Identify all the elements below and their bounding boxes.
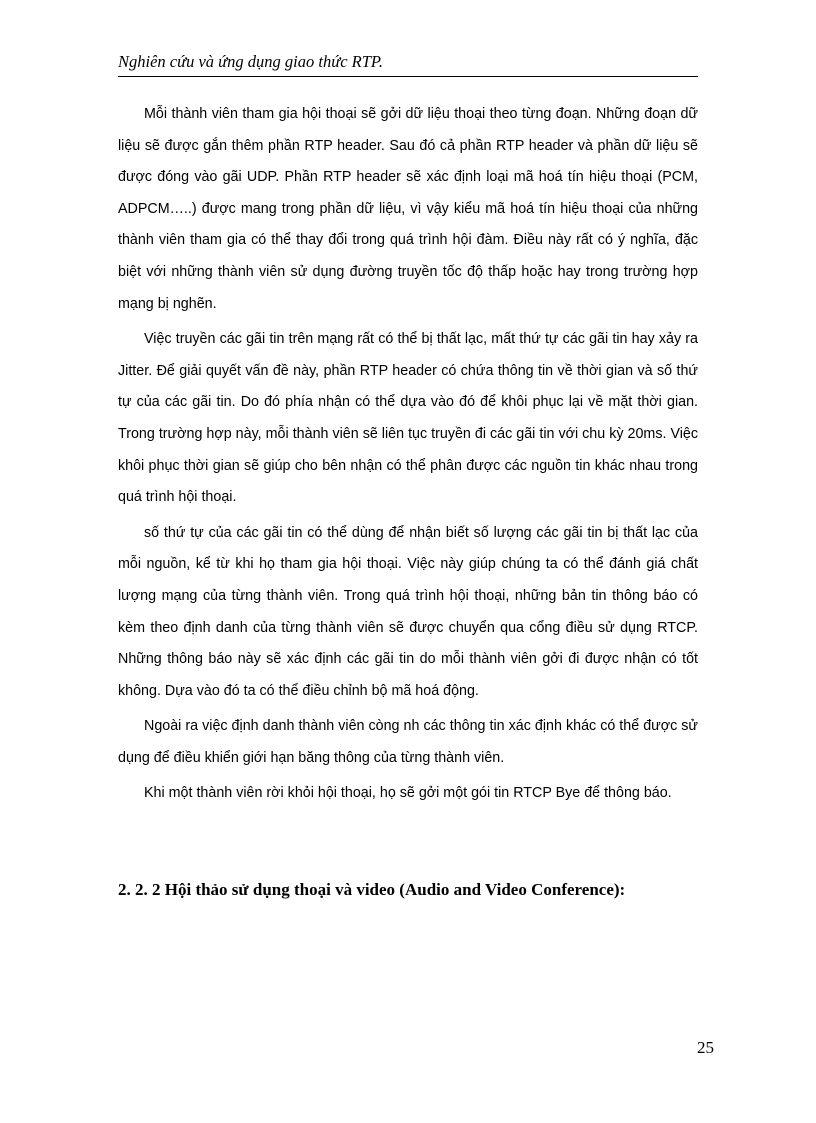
paragraph-rtcp-bye: Khi một thành viên rời khỏi hội thoại, họ sẽ gởi một gói tin RTCP Bye để thông báo. [144, 785, 672, 802]
paragraph-packet-loss: Việc truyền các gãi tin trên mạng rất có thể bị thất lạc, mất thứ tự các gãi tin hay xảy ra Jitter. Để giải quyết vấn đề này, phần RTP header có chứa thông tin về thời gian và số thứ tự của các gãi tin. Do đó phía nhận có thể dựa vào đó để khôi phục lại về mặt thời gian. Trong trường hợp này, mỗi thành viên sẽ liên tục truyền đi các gãi tin với chu kỳ 20ms. Việc khôi phục thời gian sẽ giúp cho bên nhận có thể phân được các nguồn tin khác nhau trong quá trình hội thoại. [118, 331, 698, 506]
page-number: 25 [697, 1038, 714, 1057]
running-title: Nghiên cứu và ứng dụng giao thức RTP. [118, 52, 384, 71]
paragraph-sequence-number: số thứ tự của các gãi tin có thể dùng để nhận biết số lượng các gãi tin bị thất lạc của mỗi nguồn, kể từ khi họ tham gia hội thoại. Việc này giúp chúng ta có thể đánh giá chất lượng mạng của từng thành viên. Trong quá trình hội thoại, những bản tin thông báo có kèm theo định danh của từng thành viên sẽ được chuyển qua cổng điều sử dụng RTCP. Những thông báo này sẽ xác định các gãi tin do mỗi thành viên gởi đi được nhận có tốt không. Dựa vào đó ta có thể điều chỉnh bộ mã hoá động. [118, 524, 698, 699]
paragraph-bandwidth: Ngoài ra việc định danh thành viên còng nh các thông tin xác định khác có thể được sử dụng để điều khiển giới hạn băng thông của từng thành viên. [118, 718, 698, 766]
body-text [118, 99, 698, 814]
paragraph-conversation-data: Mỗi thành viên tham gia hội thoại sẽ gởi dữ liệu thoại theo từng đoạn. Những đoạn dữ liệu sẽ được gắn thêm phần RTP header. Sau đó cả phần RTP header và phần dữ liệu sẽ được đóng vào gãi UDP. Phần RTP header sẽ xác định loại mã hoá tín hiệu thoại (PCM, ADPCM…..) được mang trong phần dữ liệu, vì vậy kiểu mã hoá tín hiệu thoại của những thành viên tham gia có thể thay đổi trong quá trình hội đàm. Điều này rất có ý nghĩa, đặc biệt với những thành viên sử dụng đường truyền tốc độ thấp hoặc hay trong trường hợp mạng bị nghẽn. [118, 106, 698, 312]
section-heading: 2. 2. 2 Hội thảo sử dụng thoại và video (Audio and Video Conference): [118, 880, 626, 899]
page-header [118, 50, 698, 77]
